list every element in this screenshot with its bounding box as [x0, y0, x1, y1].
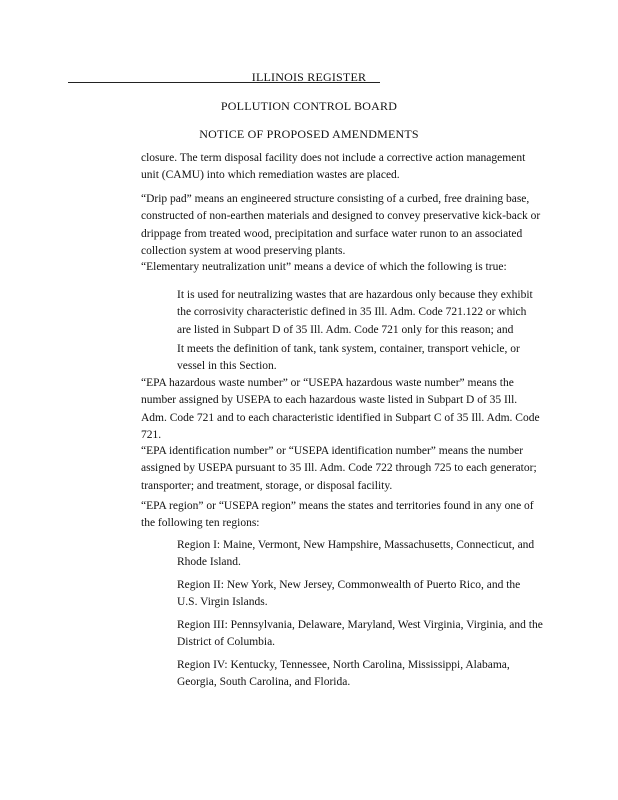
- board-name: POLLUTION CONTROL BOARD: [220, 99, 398, 113]
- paragraph-epa-waste-number: “EPA hazardous waste number” or “USEPA hazardous waste number” means the number assigned by USEPA to each hazardous waste listed in Subpart D of 35 Ill. Adm. Code 721 and to each characteristic identified in Subpart C of 35 Ill. Adm. Code 721.: [141, 377, 540, 441]
- region-2: Region II: New York, New Jersey, Commonwealth of Puerto Rico, and the U.S. Virgin Islands.: [177, 579, 521, 609]
- paragraph-neutralization-condition-2: It meets the definition of tank, tank system, container, transport vehicle, or vessel in this Section.: [177, 343, 520, 373]
- region-3: Region III: Pennsylvania, Delaware, Maryland, West Virginia, Virginia, and the District of Columbia.: [177, 619, 543, 649]
- region-4: Region IV: Kentucky, Tennessee, North Carolina, Mississippi, Alabama, Georgia, South Carolina, and Florida.: [177, 659, 510, 689]
- paragraph-neutralization-condition-1: It is used for neutralizing wastes that are hazardous only because they exhibit the corrosivity characteristic defined in 35 Ill. Adm. Code 721.122 or which are listed in Subpart D of 35 Ill. Adm. Code 721 only for this reason; and: [177, 289, 533, 336]
- paragraph-epa-identification-number: “EPA identification number” or “USEPA identification number” means the number assigned by USEPA pursuant to 35 Ill. Adm. Code 722 through 725 to each generator; transporter; and treatment, storage, or disposal facility.: [141, 445, 537, 492]
- paragraph-closure: closure. The term disposal facility does not include a corrective action management unit (CAMU) into which remediation wastes are placed.: [141, 152, 526, 182]
- paragraph-drip-pad: “Drip pad” means an engineered structure consisting of a curbed, free draining base, constructed of non-earthen materials and designed to convey preservative kick-back or drippage from treated wood, precipitation and surface water runon to an associated collection system at wood preserving plants.: [141, 193, 541, 257]
- region-1: Region I: Maine, Vermont, New Hampshire, Massachusetts, Connecticut, and Rhode Island.: [177, 539, 535, 569]
- register-title: ILLINOIS REGISTER: [251, 70, 367, 84]
- paragraph-elementary-neutralization: “Elementary neutralization unit” means a device of which the following is true:: [141, 261, 507, 273]
- notice-title: NOTICE OF PROPOSED AMENDMENTS: [199, 127, 419, 141]
- paragraph-epa-region: “EPA region” or “USEPA region” means the states and territories found in any one of the following ten regions:: [141, 500, 534, 530]
